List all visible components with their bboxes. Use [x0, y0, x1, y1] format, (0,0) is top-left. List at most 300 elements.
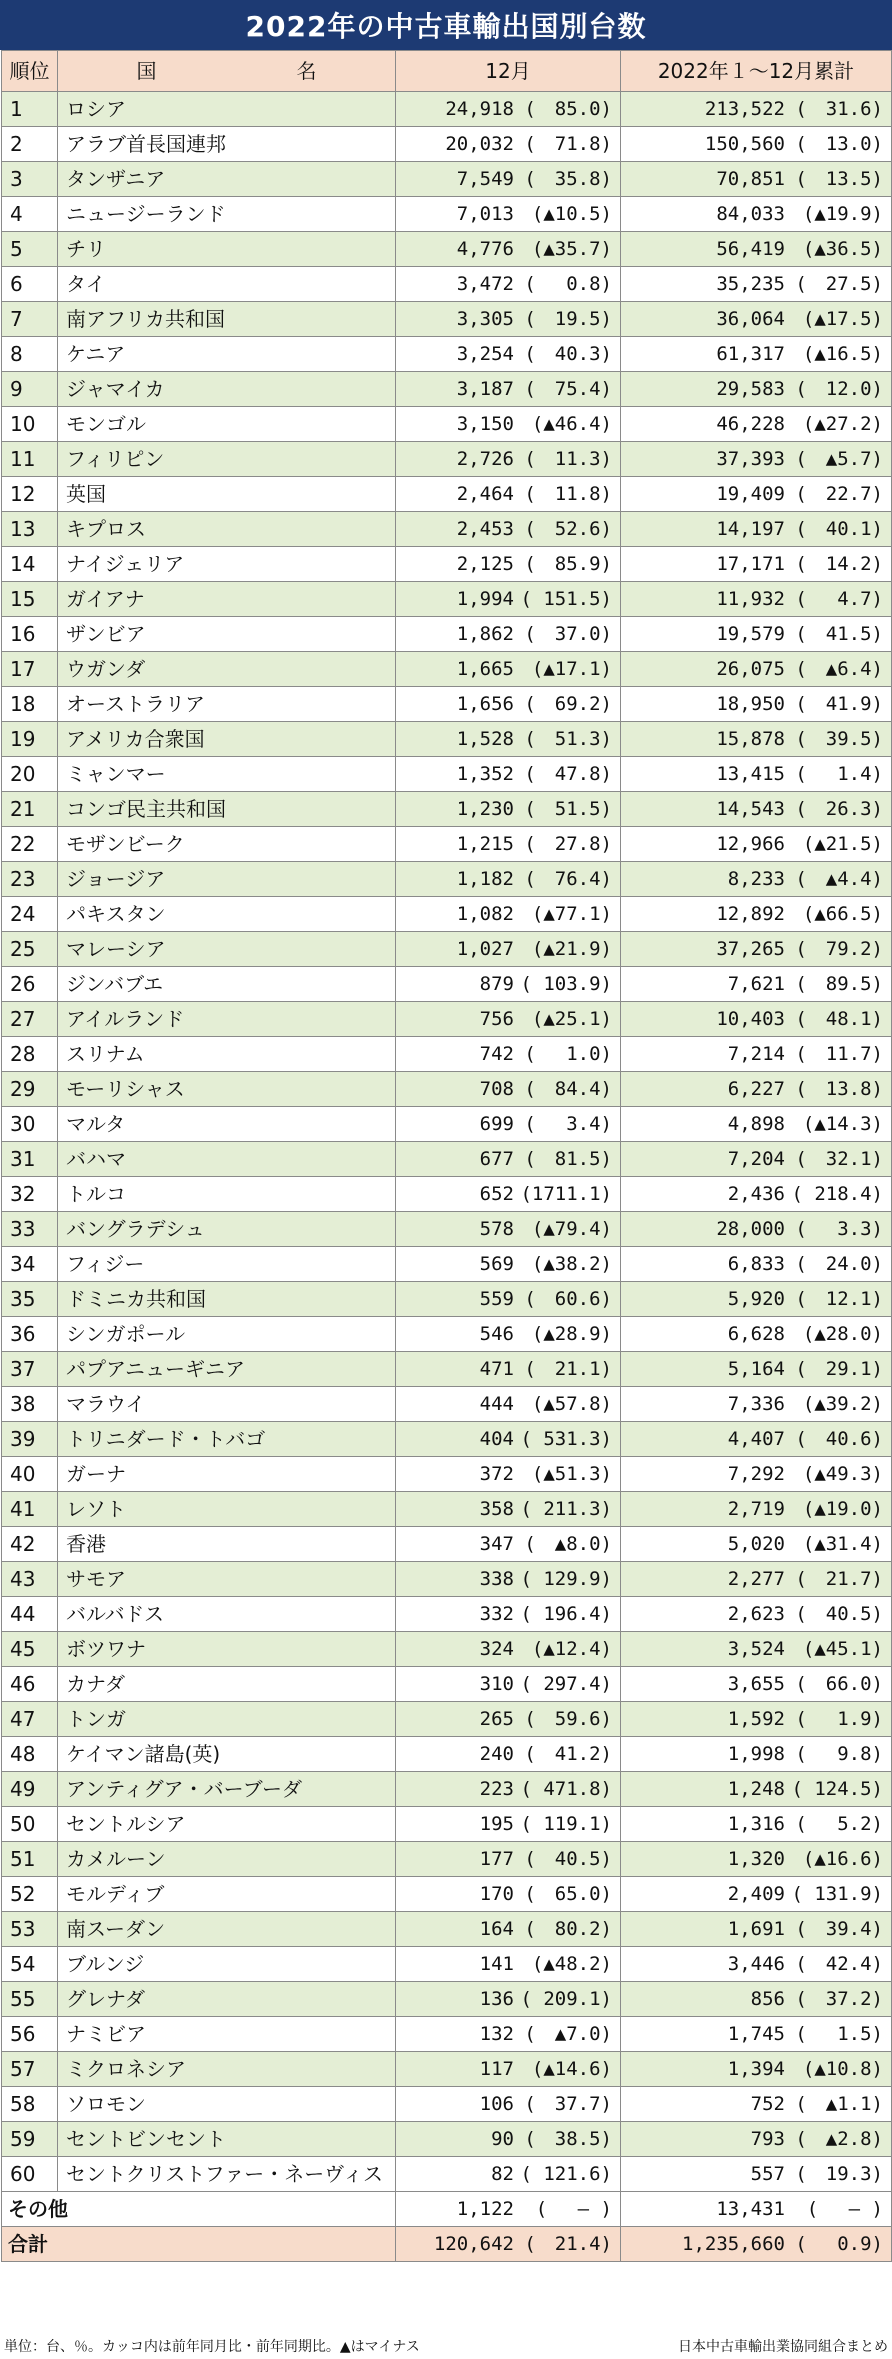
country-cell: アンティグア・バーブーダ: [58, 1772, 396, 1807]
cumulative-cell-value: 1,394: [727, 2058, 785, 2080]
december-cell: [396, 1667, 621, 1702]
cumulative-cell: [621, 547, 892, 582]
country-cell: ニュージーランド: [58, 197, 396, 232]
other-row-december-change: ( ― ): [535, 2198, 612, 2220]
table-row: [2, 1352, 892, 1387]
table-row: [2, 687, 892, 722]
rank-cell: 52: [2, 1877, 58, 1912]
december-cell: [396, 407, 621, 442]
rank-cell: 25: [2, 932, 58, 967]
country-cell: セントクリストファー・ネーヴィス: [58, 2157, 396, 2192]
cumulative-cell: [621, 92, 892, 127]
table-row: [2, 1457, 892, 1492]
december-cell-change: (▲48.2): [531, 1953, 612, 1975]
table-row: [2, 1842, 892, 1877]
country-cell: モザンビーク: [58, 827, 396, 862]
cumulative-cell-change: (▲21.5): [802, 833, 883, 855]
cumulative-cell-value: 1,316: [727, 1813, 785, 1835]
december-cell-value: 742: [479, 1043, 514, 1065]
cumulative-cell-value: 213,522: [704, 98, 785, 120]
rank-cell: 44: [2, 1597, 58, 1632]
december-cell-value: 177: [479, 1848, 514, 1870]
rank-cell: 37: [2, 1352, 58, 1387]
december-cell: [396, 757, 621, 792]
country-cell: ミャンマー: [58, 757, 396, 792]
cumulative-cell-value: 6,628: [727, 1323, 785, 1345]
december-cell-change: ( 65.0): [524, 1883, 612, 1905]
table-row: [2, 1212, 892, 1247]
december-cell: [396, 2157, 621, 2192]
country-cell: セントビンセント: [58, 2122, 396, 2157]
december-cell-change: ( 47.8): [524, 763, 612, 785]
country-cell: ガーナ: [58, 1457, 396, 1492]
december-cell-value: 170: [479, 1883, 514, 1905]
december-cell: [396, 1107, 621, 1142]
table-row: [2, 1002, 892, 1037]
rank-cell: 6: [2, 267, 58, 302]
december-cell-value: 471: [479, 1358, 514, 1380]
cumulative-cell-change: ( 218.4): [791, 1183, 883, 1205]
cumulative-cell: [621, 337, 892, 372]
rank-cell: 1: [2, 92, 58, 127]
december-cell: [396, 512, 621, 547]
rank-cell: 7: [2, 302, 58, 337]
december-cell: [396, 1212, 621, 1247]
table-row: [2, 1877, 892, 1912]
cumulative-cell-change: ( 39.4): [795, 1918, 883, 1940]
cumulative-cell-value: 2,719: [727, 1498, 785, 1520]
december-cell: [396, 197, 621, 232]
cumulative-cell-value: 35,235: [716, 273, 785, 295]
rank-cell: 55: [2, 1982, 58, 2017]
country-cell: コンゴ民主共和国: [58, 792, 396, 827]
country-cell: バハマ: [58, 1142, 396, 1177]
cumulative-cell: [621, 1562, 892, 1597]
cumulative-cell: [621, 1107, 892, 1142]
cumulative-cell-value: 61,317: [716, 343, 785, 365]
country-cell: フィジー: [58, 1247, 396, 1282]
rank-cell: 33: [2, 1212, 58, 1247]
cumulative-cell: [621, 1422, 892, 1457]
cumulative-cell: [621, 932, 892, 967]
table-row: [2, 1387, 892, 1422]
cumulative-cell-change: (▲14.3): [802, 1113, 883, 1135]
table-row: [2, 1702, 892, 1737]
cumulative-cell-value: 28,000: [716, 1218, 785, 1240]
rank-cell: 24: [2, 897, 58, 932]
december-cell-change: ( 60.6): [524, 1288, 612, 1310]
december-cell-change: ( 75.4): [524, 378, 612, 400]
cumulative-cell: [621, 232, 892, 267]
country-cell: ソロモン: [58, 2087, 396, 2122]
country-cell: カメルーン: [58, 1842, 396, 1877]
table-row: [2, 1982, 892, 2017]
rank-cell: 9: [2, 372, 58, 407]
table-row: [2, 1317, 892, 1352]
country-cell: トリニダード・トバゴ: [58, 1422, 396, 1457]
december-cell: [396, 547, 621, 582]
december-cell-change: (▲25.1): [531, 1008, 612, 1030]
december-cell-value: 20,032: [445, 133, 514, 155]
country-cell: ナミビア: [58, 2017, 396, 2052]
cumulative-cell-change: (▲45.1): [802, 1638, 883, 1660]
table-body: [2, 92, 892, 2262]
rank-cell: 13: [2, 512, 58, 547]
december-cell: [396, 1947, 621, 1982]
cumulative-cell-change: ( 5.2): [795, 1813, 883, 1835]
december-cell-change: ( 59.6): [524, 1708, 612, 1730]
country-cell: 香港: [58, 1527, 396, 1562]
table-row: [2, 127, 892, 162]
december-cell: [396, 1177, 621, 1212]
cumulative-cell-value: 26,075: [716, 658, 785, 680]
total-row-label: 合計: [2, 2227, 396, 2262]
cumulative-cell: [621, 2017, 892, 2052]
cumulative-cell-change: ( 31.6): [795, 98, 883, 120]
december-cell-value: 1,027: [456, 938, 514, 960]
cumulative-cell: [621, 512, 892, 547]
footer: [0, 2335, 892, 2357]
cumulative-cell-change: ( 37.2): [795, 1988, 883, 2010]
cumulative-cell-change: ( 29.1): [795, 1358, 883, 1380]
cumulative-cell: [621, 1947, 892, 1982]
december-cell-value: 195: [479, 1813, 514, 1835]
december-cell-change: ( 129.9): [520, 1568, 612, 1590]
rank-cell: 38: [2, 1387, 58, 1422]
cumulative-cell-value: 1,320: [727, 1848, 785, 1870]
december-cell-change: ( 37.0): [524, 623, 612, 645]
cumulative-cell-value: 6,227: [727, 1078, 785, 1100]
december-cell-value: 324: [479, 1638, 514, 1660]
rank-cell: 17: [2, 652, 58, 687]
cumulative-cell-value: 1,248: [727, 1778, 785, 1800]
december-cell-change: ( 69.2): [524, 693, 612, 715]
cumulative-cell-change: (▲19.9): [802, 203, 883, 225]
cumulative-cell: [621, 617, 892, 652]
rank-cell: 31: [2, 1142, 58, 1177]
cumulative-cell: [621, 827, 892, 862]
cumulative-cell-value: 15,878: [716, 728, 785, 750]
cumulative-cell-change: ( 1.9): [795, 1708, 883, 1730]
december-cell-value: 2,464: [456, 483, 514, 505]
country-cell: モーリシャス: [58, 1072, 396, 1107]
december-cell-value: 1,665: [456, 658, 514, 680]
december-cell-change: ( 103.9): [520, 973, 612, 995]
december-cell: [396, 2122, 621, 2157]
december-cell: [396, 862, 621, 897]
december-cell-change: ( 84.4): [524, 1078, 612, 1100]
december-cell: [396, 1702, 621, 1737]
country-cell: ドミニカ共和国: [58, 1282, 396, 1317]
december-cell-value: 578: [479, 1218, 514, 1240]
december-cell-value: 310: [479, 1673, 514, 1695]
export-table: [1, 50, 892, 2262]
december-cell-change: ( 51.3): [524, 728, 612, 750]
cumulative-cell-change: ( 21.7): [795, 1568, 883, 1590]
table-row: [2, 477, 892, 512]
december-cell: [396, 1492, 621, 1527]
cumulative-cell-change: ( 3.3): [795, 1218, 883, 1240]
december-cell: [396, 1527, 621, 1562]
cumulative-cell: [621, 757, 892, 792]
cumulative-cell-change: ( 41.9): [795, 693, 883, 715]
december-cell-value: 90: [491, 2128, 514, 2150]
country-cell: アラブ首長国連邦: [58, 127, 396, 162]
december-cell-value: 3,472: [456, 273, 514, 295]
table-row: [2, 1562, 892, 1597]
country-cell: グレナダ: [58, 1982, 396, 2017]
page-title: 2022年の中古車輸出国別台数: [0, 0, 892, 50]
december-cell: [396, 1807, 621, 1842]
cumulative-cell-value: 7,621: [727, 973, 785, 995]
cumulative-cell: [621, 1492, 892, 1527]
cumulative-cell: [621, 1842, 892, 1877]
december-cell-change: ( 40.5): [524, 1848, 612, 1870]
december-cell-value: 223: [479, 1778, 514, 1800]
cumulative-cell-change: ( 19.3): [795, 2163, 883, 2185]
rank-cell: 42: [2, 1527, 58, 1562]
cumulative-cell-change: ( 41.5): [795, 623, 883, 645]
cumulative-cell-change: ( 42.4): [795, 1953, 883, 1975]
table-row: [2, 862, 892, 897]
cumulative-cell-value: 46,228: [716, 413, 785, 435]
cumulative-cell: [621, 722, 892, 757]
other-row-cumulative-change: ( ― ): [806, 2198, 883, 2220]
cumulative-cell-value: 1,998: [727, 1743, 785, 1765]
rank-cell: 57: [2, 2052, 58, 2087]
december-cell-value: 132: [479, 2023, 514, 2045]
december-cell-value: 3,254: [456, 343, 514, 365]
table-row: [2, 1807, 892, 1842]
cumulative-cell-value: 17,171: [716, 553, 785, 575]
table-row: [2, 2087, 892, 2122]
cumulative-cell-value: 3,524: [727, 1638, 785, 1660]
december-cell-value: 372: [479, 1463, 514, 1485]
december-cell-change: ( 0.8): [524, 273, 612, 295]
cumulative-cell-value: 150,560: [704, 133, 785, 155]
country-cell: ナイジェリア: [58, 547, 396, 582]
cumulative-cell-value: 18,950: [716, 693, 785, 715]
cumulative-cell: [621, 477, 892, 512]
cumulative-cell: [621, 162, 892, 197]
december-cell-change: ( 35.8): [524, 168, 612, 190]
country-cell: バルバドス: [58, 1597, 396, 1632]
cumulative-cell-change: ( 14.2): [795, 553, 883, 575]
cumulative-cell-change: ( 1.5): [795, 2023, 883, 2045]
rank-cell: 50: [2, 1807, 58, 1842]
cumulative-cell-change: (▲16.6): [802, 1848, 883, 1870]
cumulative-cell-change: ( 40.6): [795, 1428, 883, 1450]
december-cell-value: 699: [479, 1113, 514, 1135]
december-cell-value: 1,082: [456, 903, 514, 925]
cumulative-cell-change: ( 24.0): [795, 1253, 883, 1275]
rank-cell: 46: [2, 1667, 58, 1702]
country-cell: スリナム: [58, 1037, 396, 1072]
country-cell: セントルシア: [58, 1807, 396, 1842]
country-cell: レソト: [58, 1492, 396, 1527]
rank-cell: 26: [2, 967, 58, 1002]
table-row: [2, 1177, 892, 1212]
cumulative-cell: [621, 1142, 892, 1177]
cumulative-cell-value: 5,164: [727, 1358, 785, 1380]
december-cell-value: 1,215: [456, 833, 514, 855]
table-row: [2, 582, 892, 617]
cumulative-cell: [621, 1457, 892, 1492]
cumulative-cell-value: 14,543: [716, 798, 785, 820]
country-cell: バングラデシュ: [58, 1212, 396, 1247]
december-cell: [396, 2052, 621, 2087]
december-cell: [396, 2017, 621, 2052]
rank-cell: 51: [2, 1842, 58, 1877]
cumulative-cell-change: ( 39.5): [795, 728, 883, 750]
cumulative-cell: [621, 2087, 892, 2122]
cumulative-cell-value: 7,214: [727, 1043, 785, 1065]
rank-cell: 30: [2, 1107, 58, 1142]
december-cell: [396, 1632, 621, 1667]
december-cell-value: 265: [479, 1708, 514, 1730]
december-cell: [396, 1982, 621, 2017]
rank-cell: 23: [2, 862, 58, 897]
table-row: [2, 267, 892, 302]
table-row: [2, 1492, 892, 1527]
rank-cell: 8: [2, 337, 58, 372]
december-cell: [396, 442, 621, 477]
december-cell-change: ( 85.0): [524, 98, 612, 120]
rank-cell: 3: [2, 162, 58, 197]
december-cell-value: 1,230: [456, 798, 514, 820]
cumulative-cell-change: ( 12.0): [795, 378, 883, 400]
rank-cell: 35: [2, 1282, 58, 1317]
rank-cell: 18: [2, 687, 58, 722]
december-cell: [396, 792, 621, 827]
country-cell: ジンバブエ: [58, 967, 396, 1002]
other-row: [2, 2192, 892, 2227]
cumulative-cell: [621, 127, 892, 162]
cumulative-cell-change: ( 26.3): [795, 798, 883, 820]
table-row: [2, 232, 892, 267]
header-december: 12月: [396, 51, 621, 92]
december-cell: [396, 1842, 621, 1877]
rank-cell: 56: [2, 2017, 58, 2052]
cumulative-cell-value: 14,197: [716, 518, 785, 540]
rank-cell: 53: [2, 1912, 58, 1947]
cumulative-cell-value: 7,336: [727, 1393, 785, 1415]
cumulative-cell: [621, 442, 892, 477]
december-cell-value: 141: [479, 1953, 514, 1975]
december-cell-value: 1,994: [456, 588, 514, 610]
table-row: [2, 162, 892, 197]
december-cell: [396, 477, 621, 512]
table-row: [2, 1597, 892, 1632]
table-row: [2, 1632, 892, 1667]
cumulative-cell-value: 37,393: [716, 448, 785, 470]
december-cell: [396, 232, 621, 267]
december-cell: [396, 897, 621, 932]
december-cell-change: ( 3.4): [524, 1113, 612, 1135]
cumulative-cell-change: ( 9.8): [795, 1743, 883, 1765]
december-cell-value: 1,656: [456, 693, 514, 715]
december-cell-value: 1,862: [456, 623, 514, 645]
cumulative-cell-change: ( ▲1.1): [795, 2093, 883, 2115]
december-cell-change: ( 209.1): [520, 1988, 612, 2010]
country-cell: ブルンジ: [58, 1947, 396, 1982]
country-cell: フィリピン: [58, 442, 396, 477]
table-row: [2, 722, 892, 757]
cumulative-cell-value: 1,745: [727, 2023, 785, 2045]
december-cell-change: ( 151.5): [520, 588, 612, 610]
rank-cell: 59: [2, 2122, 58, 2157]
cumulative-cell-value: 752: [750, 2093, 785, 2115]
cumulative-cell: [621, 1282, 892, 1317]
december-cell-change: ( 19.5): [524, 308, 612, 330]
rank-cell: 27: [2, 1002, 58, 1037]
december-cell-change: ( 11.8): [524, 483, 612, 505]
cumulative-cell-change: ( 12.1): [795, 1288, 883, 1310]
rank-cell: 34: [2, 1247, 58, 1282]
header-row: [2, 51, 892, 92]
december-cell-value: 2,453: [456, 518, 514, 540]
december-cell-value: 677: [479, 1148, 514, 1170]
cumulative-cell-change: ( 4.7): [795, 588, 883, 610]
december-cell: [396, 127, 621, 162]
table-row: [2, 792, 892, 827]
december-cell-change: (▲57.8): [531, 1393, 612, 1415]
cumulative-cell: [621, 1702, 892, 1737]
rank-cell: 47: [2, 1702, 58, 1737]
cumulative-cell: [621, 582, 892, 617]
rank-cell: 41: [2, 1492, 58, 1527]
country-cell: アイルランド: [58, 1002, 396, 1037]
cumulative-cell-value: 56,419: [716, 238, 785, 260]
december-cell-change: (▲46.4): [531, 413, 612, 435]
december-cell: [396, 932, 621, 967]
cumulative-cell-value: 13,415: [716, 763, 785, 785]
december-cell-value: 2,125: [456, 553, 514, 575]
cumulative-cell-value: 793: [750, 2128, 785, 2150]
cumulative-cell: [621, 1037, 892, 1072]
december-cell-value: 4,776: [456, 238, 514, 260]
december-cell-value: 3,187: [456, 378, 514, 400]
total-row-cumulative-change: ( 0.9): [795, 2233, 883, 2255]
table-row: [2, 1247, 892, 1282]
december-cell: [396, 1457, 621, 1492]
rank-cell: 58: [2, 2087, 58, 2122]
cumulative-cell: [621, 1597, 892, 1632]
cumulative-cell-value: 557: [750, 2163, 785, 2185]
table-row: [2, 932, 892, 967]
cumulative-cell-change: ( 11.7): [795, 1043, 883, 1065]
cumulative-cell: [621, 1877, 892, 1912]
december-cell: [396, 1597, 621, 1632]
cumulative-cell: [621, 862, 892, 897]
december-cell-change: (▲21.9): [531, 938, 612, 960]
cumulative-cell-value: 3,655: [727, 1673, 785, 1695]
cumulative-cell: [621, 1772, 892, 1807]
rank-cell: 40: [2, 1457, 58, 1492]
december-cell-change: (▲17.1): [531, 658, 612, 680]
cumulative-cell: [621, 267, 892, 302]
rank-cell: 45: [2, 1632, 58, 1667]
cumulative-cell: [621, 1247, 892, 1282]
december-cell-change: (▲12.4): [531, 1638, 612, 1660]
cumulative-cell: [621, 407, 892, 442]
december-cell-value: 1,528: [456, 728, 514, 750]
cumulative-cell-change: ( 131.9): [791, 1883, 883, 1905]
december-cell: [396, 1282, 621, 1317]
cumulative-cell-change: (▲28.0): [802, 1323, 883, 1345]
cumulative-cell-change: (▲39.2): [802, 1393, 883, 1415]
cumulative-cell-value: 6,833: [727, 1253, 785, 1275]
